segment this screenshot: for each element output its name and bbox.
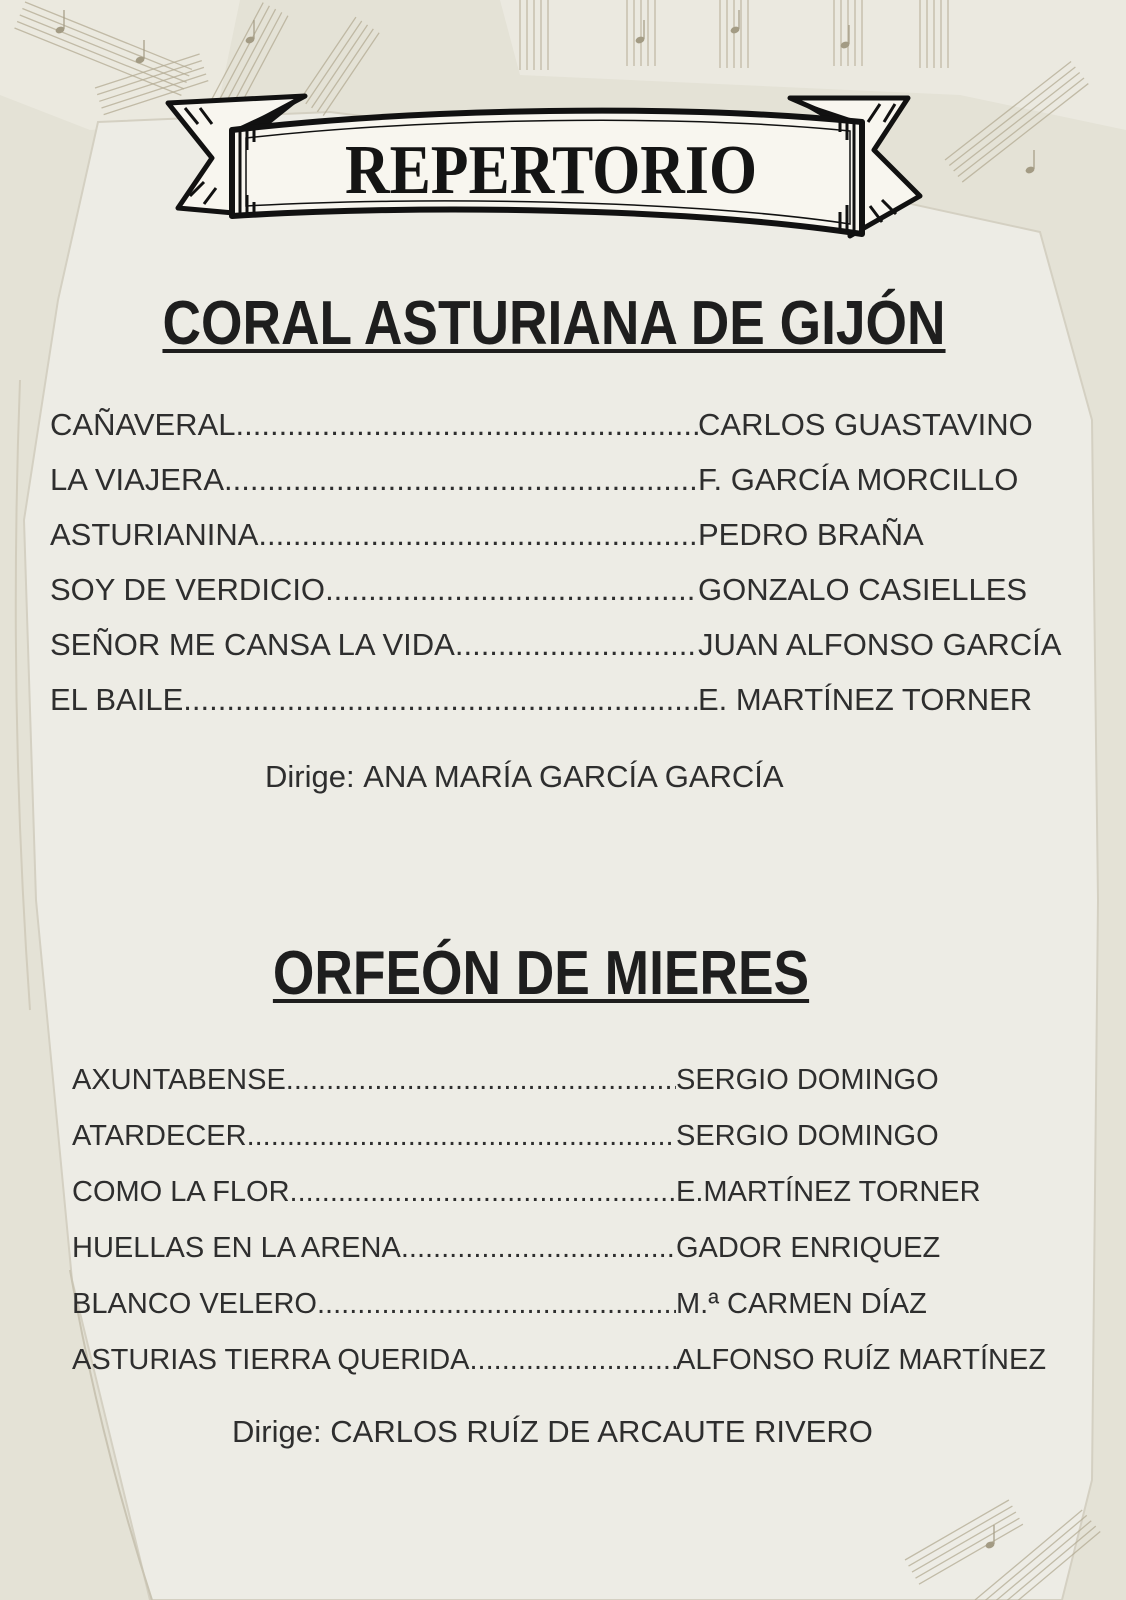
- piece-title: SEÑOR ME CANSA LA VIDA: [50, 627, 455, 662]
- dot-leader: [455, 617, 698, 672]
- piece-title: ATARDECER: [72, 1120, 247, 1152]
- piece-title-cell: [50, 617, 698, 672]
- repertoire-list-orfeon: [72, 1052, 1102, 1388]
- piece-composer: CARLOS GUASTAVINO: [698, 407, 1033, 442]
- director-name: ANA MARÍA GARCÍA GARCÍA: [363, 759, 784, 794]
- piece-title-cell: [72, 1108, 676, 1164]
- piece-title-cell: [72, 1220, 676, 1276]
- piece-title-cell: [72, 1276, 676, 1332]
- director-label: Dirige:: [265, 759, 355, 794]
- piece-row: [50, 507, 1090, 562]
- piece-title-cell: [72, 1164, 676, 1220]
- dot-leader: [470, 1332, 677, 1388]
- piece-composer: PEDRO BRAÑA: [698, 517, 924, 552]
- piece-row: [50, 452, 1090, 507]
- piece-title: AXUNTABENSE: [72, 1064, 286, 1096]
- piece-row: [72, 1276, 1102, 1332]
- piece-composer: SERGIO DOMINGO: [676, 1120, 939, 1152]
- piece-title-cell: [72, 1052, 676, 1108]
- dot-leader: [286, 1052, 676, 1108]
- repertoire-list-coral: [50, 397, 1090, 727]
- dot-leader: [247, 1108, 676, 1164]
- piece-row: [50, 397, 1090, 452]
- dot-leader: [258, 507, 698, 562]
- piece-title: EL BAILE: [50, 682, 184, 717]
- dot-leader: [290, 1164, 676, 1220]
- piece-title-cell: [50, 507, 698, 562]
- piece-composer: M.ª CARMEN DÍAZ: [676, 1288, 927, 1320]
- piece-row: [72, 1164, 1102, 1220]
- piece-row: [50, 562, 1090, 617]
- piece-title: LA VIAJERA: [50, 462, 225, 497]
- director-name: CARLOS RUÍZ DE ARCAUTE RIVERO: [330, 1414, 873, 1449]
- piece-row: [72, 1052, 1102, 1108]
- piece-title-cell: [50, 452, 698, 507]
- director-line-coral: [265, 757, 784, 797]
- piece-composer: GADOR ENRIQUEZ: [676, 1232, 941, 1264]
- section-heading-coral: CORAL ASTURIANA DE GIJÓN: [162, 289, 946, 358]
- piece-composer: JUAN ALFONSO GARCÍA: [698, 627, 1062, 662]
- piece-composer: F. GARCÍA MORCILLO: [698, 462, 1019, 497]
- piece-composer: SERGIO DOMINGO: [676, 1064, 939, 1096]
- piece-title-cell: [72, 1332, 676, 1388]
- piece-title: BLANCO VELERO: [72, 1288, 317, 1320]
- piece-title: CAÑAVERAL: [50, 407, 236, 442]
- director-line-orfeon: [232, 1412, 873, 1452]
- dot-leader: [325, 562, 698, 617]
- piece-row: [72, 1108, 1102, 1164]
- piece-title: HUELLAS EN LA ARENA: [72, 1232, 401, 1264]
- piece-title: COMO LA FLOR: [72, 1176, 290, 1208]
- piece-title: SOY DE VERDICIO: [50, 572, 326, 607]
- director-label: Dirige:: [232, 1414, 322, 1449]
- dot-leader: [317, 1276, 676, 1332]
- dot-leader: [183, 672, 698, 727]
- piece-title: ASTURIAS TIERRA QUERIDA: [72, 1344, 470, 1376]
- piece-composer: E.MARTÍNEZ TORNER: [676, 1176, 981, 1208]
- title-ribbon-banner: [0, 0, 1126, 260]
- dot-leader: [401, 1220, 676, 1276]
- piece-title-cell: [50, 397, 698, 452]
- piece-row: [72, 1332, 1102, 1388]
- piece-title-cell: [50, 562, 698, 617]
- banner-title: REPERTORIO: [345, 132, 757, 209]
- piece-title-cell: [50, 672, 698, 727]
- piece-row: [72, 1220, 1102, 1276]
- piece-title: ASTURIANINA: [50, 517, 259, 552]
- dot-leader: [224, 452, 698, 507]
- piece-row: [50, 672, 1090, 727]
- piece-composer: ALFONSO RUÍZ MARTÍNEZ: [676, 1344, 1047, 1376]
- piece-composer: GONZALO CASIELLES: [698, 572, 1028, 607]
- dot-leader: [236, 397, 699, 452]
- piece-composer: E. MARTÍNEZ TORNER: [698, 682, 1033, 717]
- piece-row: [50, 617, 1090, 672]
- section-heading-orfeon: ORFEÓN DE MIERES: [272, 939, 810, 1008]
